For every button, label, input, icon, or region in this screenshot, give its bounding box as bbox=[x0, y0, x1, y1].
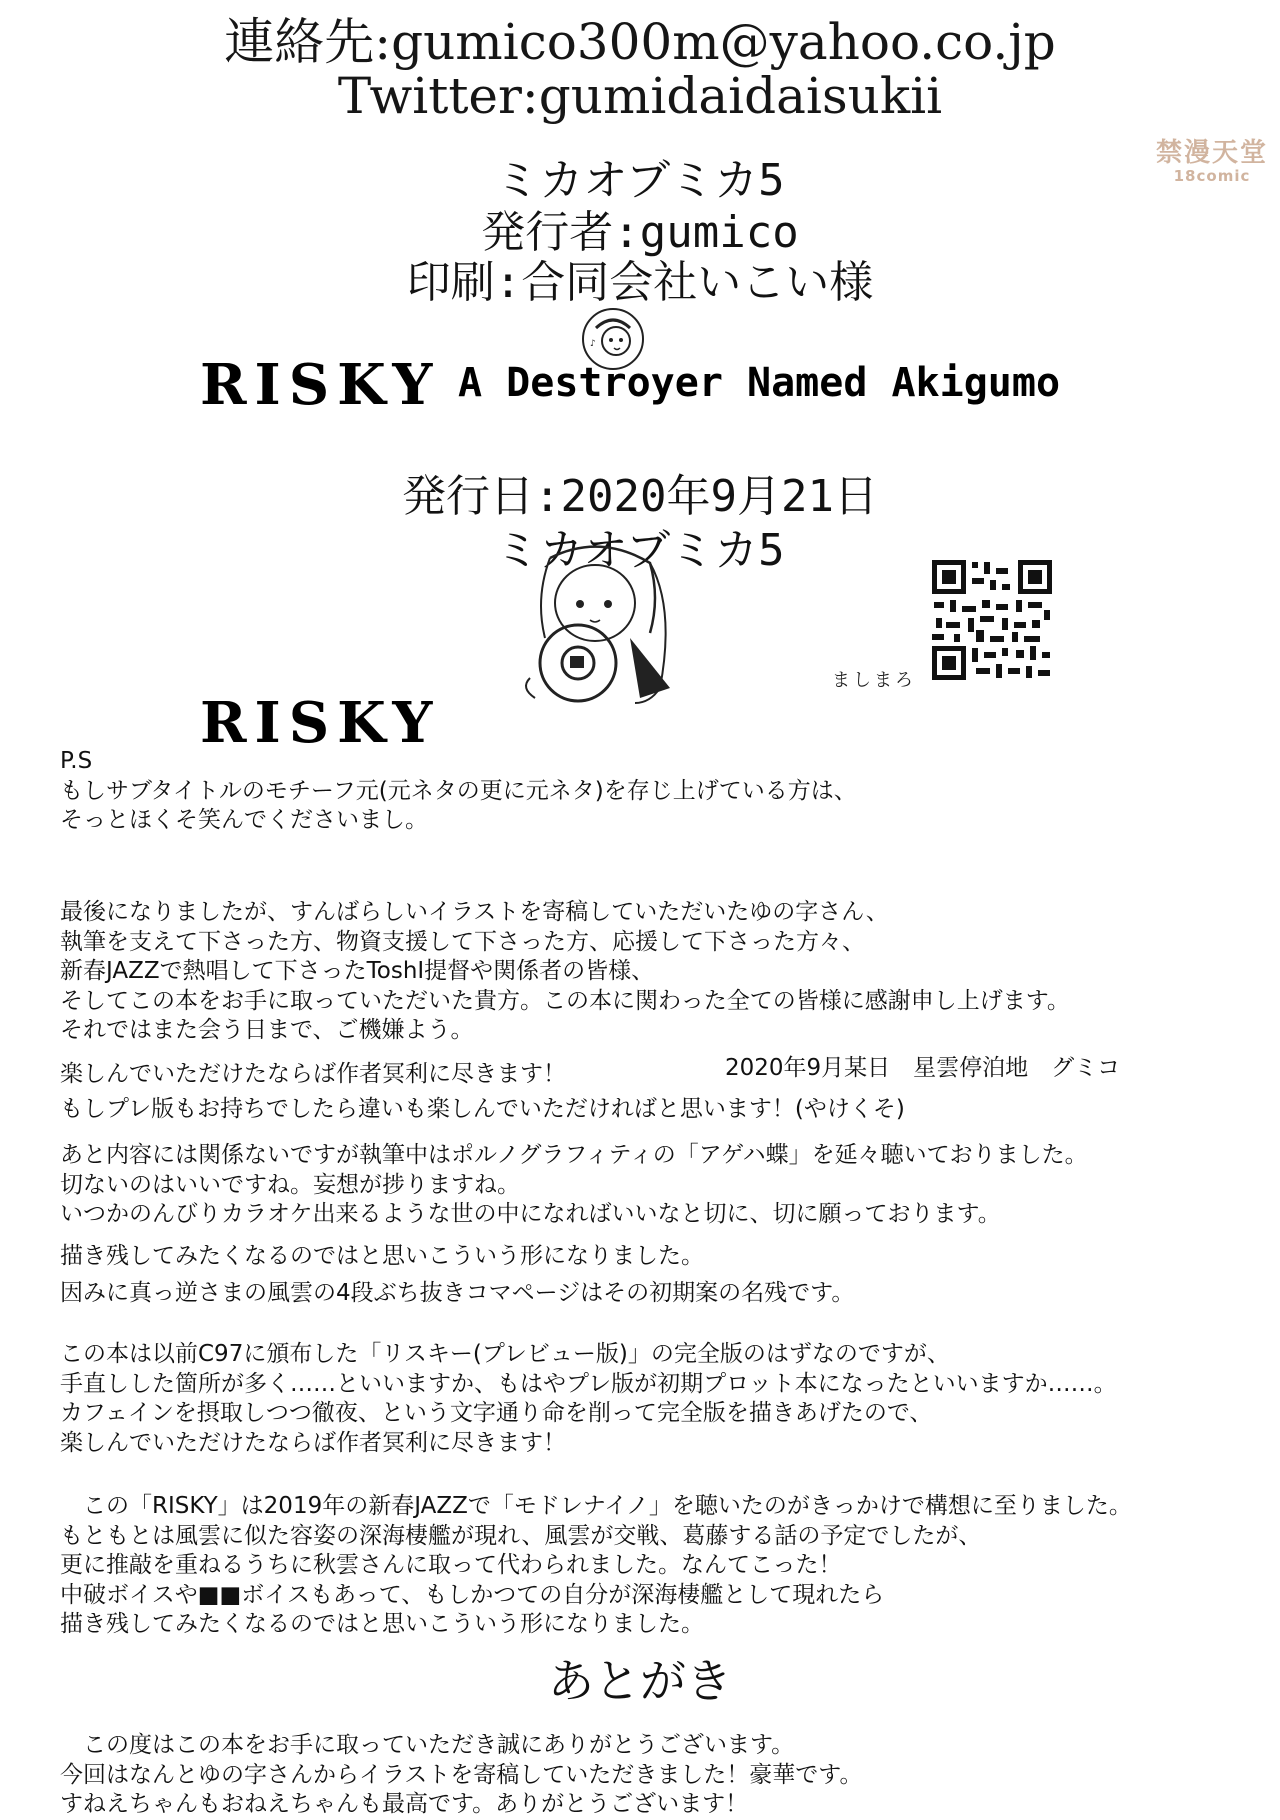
book-title-partial: RISKY bbox=[200, 690, 441, 756]
afterword-d-paragraph bbox=[60, 1340, 1117, 1456]
afterword-a-paragraph bbox=[60, 1095, 905, 1125]
contact-twitter: Twitter:gumidaidaisukii bbox=[337, 67, 943, 125]
afterword-c-paragraph bbox=[60, 1279, 854, 1309]
colophon-publisher: 発行者:gumico bbox=[481, 207, 799, 258]
afterword-d-line-3: カフェインを摂取しつつ徹夜、という文字通り命を削って完全版を描きあげたので、 bbox=[60, 1400, 933, 1426]
thanks-line-4: そしてこの本をお手に取っていただいた貴方。この本に関わった全ての皆様に感謝申し上げます。 bbox=[60, 987, 1070, 1014]
afterword-e-line-3: 更に推敲を重ねるうちに秋雲さんに取って代わられました。なんてこった！ bbox=[60, 1552, 842, 1578]
afterword-b-line-3: いつかのんびりカラオケ出来るような世の中になればいいなと切に、切に願っております。 bbox=[60, 1201, 1001, 1227]
afterword-e-line-1: この「RISKY」は2019年の新春JAZZで「モドレナイノ」を聴いたのがきっかけで構想に至りました。 bbox=[60, 1493, 1132, 1519]
signature: 2020年9月某日 星雲停泊地 グミコ bbox=[725, 1055, 1121, 1081]
colophon-partial-bottom: ミカオブミカ5 bbox=[495, 525, 785, 576]
ps-line-2: もしサブタイトルのモチーフ元(元ネタの更に元ネタ)を存じ上げている方は、 bbox=[60, 777, 857, 804]
thanks-line-2: 執筆を支えて下さった方、物資支援して下さった方、応援して下さった方々、 bbox=[60, 928, 865, 955]
watermark-name: 禁漫天堂 bbox=[1155, 138, 1268, 168]
afterword-intro-paragraph bbox=[60, 1731, 863, 1817]
book-title: RISKY bbox=[200, 352, 441, 418]
thanks-paragraph bbox=[60, 898, 1070, 1046]
afterword-heading: あとがき bbox=[548, 1654, 732, 1708]
qr-code-icon bbox=[932, 560, 1052, 680]
book-subtitle: A Destroyer Named Akigumo bbox=[458, 360, 1061, 406]
afterword-a-line-1: もしプレ版もお持ちでしたら違いも楽しんでいただければと思います！(やけくそ) bbox=[60, 1096, 905, 1122]
afterword-d-line-2: 手直しした箇所が多く……といいますか、もはやプレ版が初期プロット本になったといいますか……。 bbox=[60, 1370, 1117, 1397]
afterword-intro-line-3: すねえちゃんもおねえちゃんも最高です。ありがとうございます！ bbox=[60, 1791, 749, 1817]
afterword-a-partial: 楽しんでいただけたならば作者冥利に尽きます！ bbox=[60, 1061, 566, 1087]
afterword-b-line-2: 切ないのはいいですね。妄想が捗りますね。 bbox=[60, 1171, 520, 1198]
colophon-date: 発行日:2020年9月21日 bbox=[402, 471, 878, 522]
afterword-e-line-4: 中破ボイスや■■ボイスもあって、もしかつての自分が深海棲艦として現れたら bbox=[60, 1581, 885, 1608]
afterword-b-paragraph bbox=[60, 1141, 1088, 1230]
afterword-d-line-1: この本は以前C97に頒布した「リスキー(プレビュー版)」の完全版のはずなのですが、 bbox=[60, 1341, 950, 1367]
thanks-line-3: 新春JAZZで熱唱して下さったToshI提督や関係者の皆様、 bbox=[60, 958, 655, 984]
ps-line-1: P.S bbox=[60, 748, 93, 774]
colophon-printer: 印刷:合同会社いこい様 bbox=[406, 257, 874, 308]
colophon-partial-top: ミカオブミカ5 bbox=[495, 155, 785, 206]
ps-line-3: そっとほくそ笑んでくださいまし。 bbox=[60, 807, 428, 833]
watermark-sub: 18comic bbox=[1173, 167, 1251, 185]
afterword-d-line-4: 楽しんでいただけたならば作者冥利に尽きます！ bbox=[60, 1429, 566, 1456]
contact-email: 連絡先:gumico300m@yahoo.co.jp bbox=[224, 13, 1056, 71]
thanks-line-1: 最後になりましたが、すんばらしいイラストを寄稿していただいたゆの字さん、 bbox=[60, 899, 889, 925]
afterword-c-partial: 描き残してみたくなるのではと思いこういう形になりました。 bbox=[60, 1243, 704, 1269]
afterword-e-line-5: 描き残してみたくなるのではと思いこういう形になりました。 bbox=[60, 1611, 704, 1637]
qr-label: ましまろ bbox=[832, 670, 916, 691]
thanks-line-5: それではまた会う日まで、ご機嫌よう。 bbox=[60, 1017, 474, 1043]
afterword-e-line-2: もともとは風雲に似た容姿の深海棲艦が現れ、風雲が交戦、葛藤する話の予定でしたが、 bbox=[60, 1522, 982, 1549]
afterword-e-paragraph bbox=[60, 1492, 1132, 1637]
afterword-b-line-1: あと内容には関係ないですが執筆中はポルノグラフィティの「アゲハ蝶」を延々聴いておりました。 bbox=[60, 1142, 1088, 1168]
afterword-c-line-1: 因みに真っ逆さまの風雲の4段ぶち抜きコマページはその初期案の名残です。 bbox=[60, 1280, 855, 1306]
character-illustration-icon bbox=[510, 538, 690, 708]
ps-paragraph bbox=[60, 747, 857, 836]
svg-text:♪: ♪ bbox=[590, 339, 596, 349]
afterword-intro-line-2: 今回はなんとゆの字さんからイラストを寄稿していただきました！豪華です。 bbox=[60, 1761, 863, 1788]
afterword-intro-line-1: この度はこの本をお手に取っていただき誠にありがとうございます。 bbox=[60, 1732, 795, 1758]
